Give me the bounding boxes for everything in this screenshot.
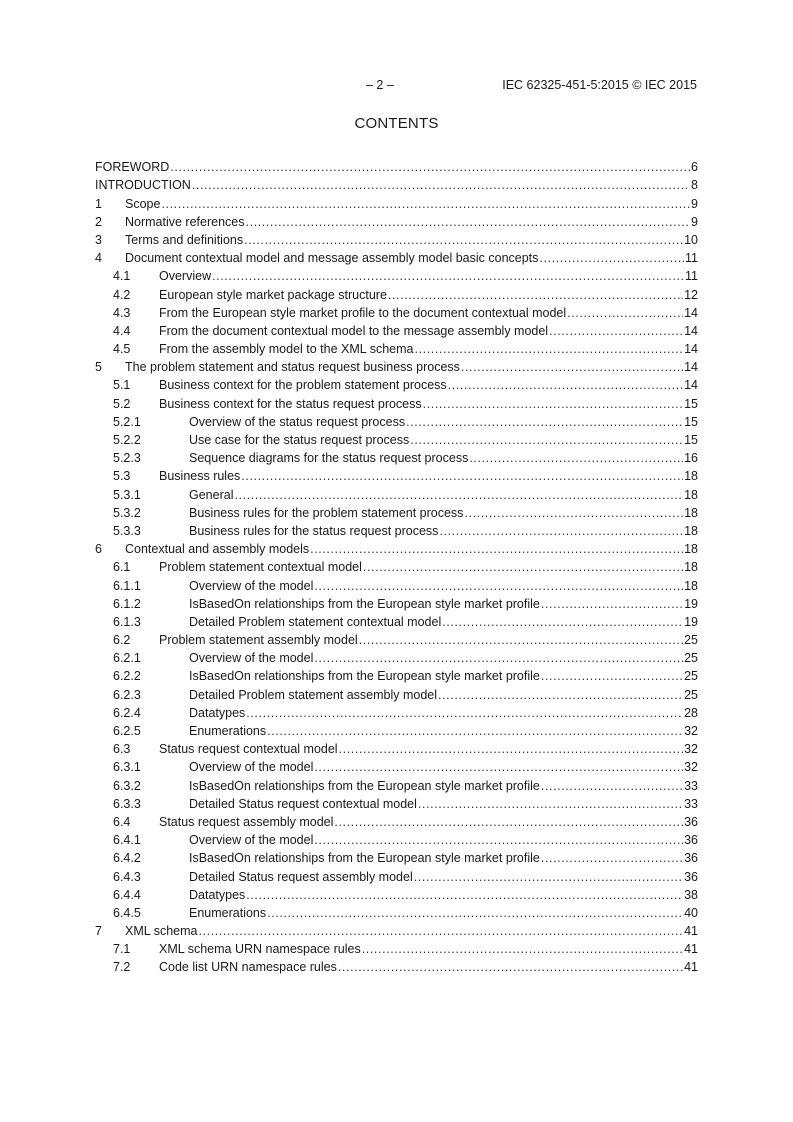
toc-entry-title: Detailed Problem statement contextual model [189, 614, 442, 629]
toc-entry-number: 6.3.2 [113, 778, 141, 793]
toc-entry[interactable] [95, 357, 698, 375]
toc-entry[interactable] [95, 412, 698, 430]
toc-entry-number: 5.1 [113, 378, 131, 393]
toc-entry-number: 5.3.1 [113, 487, 141, 502]
dot-leader [234, 488, 683, 503]
toc-entry-page: 40 [684, 905, 698, 920]
dot-leader [406, 415, 683, 430]
dot-leader [567, 306, 683, 321]
dot-leader [267, 724, 683, 739]
toc-entry-title: Overview of the model [189, 833, 314, 848]
dot-leader [244, 233, 683, 248]
toc-entry-page: 32 [684, 742, 698, 757]
toc-entry[interactable] [95, 575, 698, 593]
toc-entry-number: 5 [95, 360, 102, 375]
dot-leader [439, 524, 683, 539]
toc-entry-title: Overview of the model [189, 651, 314, 666]
toc-entry-page: 18 [684, 487, 698, 502]
toc-entry-page: 18 [684, 578, 698, 593]
toc-entry-number: 4.5 [113, 342, 131, 357]
toc-entry-page: 25 [684, 651, 698, 666]
toc-entry-title: Business rules for the status request process [189, 523, 439, 538]
toc-entry-page: 12 [684, 287, 698, 302]
toc-entry-page: 36 [684, 851, 698, 866]
dot-leader [241, 469, 683, 484]
toc-entry-number: 7 [95, 924, 102, 939]
toc-entry-number: 6.2.2 [113, 669, 141, 684]
toc-entry[interactable] [95, 939, 698, 957]
toc-entry-title: INTRODUCTION [95, 178, 191, 193]
toc-entry-page: 9 [691, 214, 698, 229]
toc-entry-number: 4 [95, 251, 102, 266]
toc-entry[interactable] [95, 630, 698, 648]
toc-entry-title: XML schema URN namespace rules [159, 942, 361, 957]
toc-entry[interactable] [95, 557, 698, 575]
toc-entry-page: 11 [685, 269, 698, 284]
toc-entry-number: 6.2.3 [113, 687, 141, 702]
dot-leader [541, 669, 683, 684]
toc-entry-number: 6.4.1 [113, 833, 141, 848]
toc-entry-number: 2 [95, 214, 102, 229]
toc-entry-page: 10 [684, 232, 698, 247]
toc-entry-page: 41 [684, 924, 698, 939]
dot-leader [461, 360, 683, 375]
dot-leader [448, 378, 683, 393]
toc-entry-number: 6.4.5 [113, 905, 141, 920]
toc-entry-title: Contextual and assembly models [125, 542, 310, 557]
toc-entry-page: 36 [684, 814, 698, 829]
dot-leader [541, 597, 683, 612]
toc-entry[interactable] [95, 830, 698, 848]
dot-leader [246, 706, 683, 721]
toc-entry[interactable] [95, 212, 698, 230]
toc-entry-page: 28 [684, 705, 698, 720]
toc-entry-page: 32 [684, 724, 698, 738]
toc-entry-title: The problem statement and status request business process [125, 360, 460, 375]
dot-leader [438, 688, 683, 703]
toc-entry[interactable] [95, 266, 698, 284]
dot-leader [246, 888, 683, 903]
toc-entry-title: FOREWORD [95, 160, 170, 175]
toc-entry-title: Detailed Status request assembly model [189, 869, 413, 884]
dot-leader [314, 579, 683, 594]
toc-entry[interactable] [95, 248, 698, 266]
dot-leader [246, 215, 691, 230]
toc-entry-number: 6.2 [113, 633, 131, 648]
toc-entry[interactable] [95, 430, 698, 448]
toc-entry-title: Overview of the status request process [189, 414, 406, 429]
toc-entry-page: 25 [684, 669, 698, 684]
dot-leader [539, 251, 684, 266]
toc-entry-title: Scope [125, 196, 161, 211]
toc-entry[interactable] [95, 703, 698, 721]
toc-entry-page: 15 [684, 396, 698, 411]
dot-leader [541, 851, 683, 866]
dot-leader [541, 779, 683, 794]
toc-entry-title: Sequence diagrams for the status request process [189, 451, 469, 466]
dot-leader [334, 815, 683, 830]
dot-leader [549, 324, 683, 339]
toc-entry-title: Business rules for the problem statement process [189, 505, 464, 520]
toc-entry-number: 6.1.2 [113, 596, 141, 611]
toc-entry-page: 8 [691, 178, 698, 193]
toc-entry-page: 18 [684, 542, 698, 557]
toc-entry-title: XML schema [125, 924, 198, 939]
toc-entry-title: From the European style market profile to the document contextual model [159, 305, 567, 320]
toc-entry[interactable] [95, 612, 698, 630]
toc-entry-number: 5.2.2 [113, 433, 141, 447]
toc-entry-number: 1 [95, 196, 102, 211]
dot-leader [338, 960, 683, 975]
toc-entry-title: General [189, 487, 234, 502]
toc-entry-title: Datatypes [189, 887, 246, 902]
toc-entry-page: 6 [691, 160, 698, 175]
toc-entry-title: Overview of the model [189, 760, 314, 775]
toc-entry-number: 6.4.2 [113, 851, 141, 866]
dot-leader [212, 269, 684, 284]
dot-leader [310, 542, 683, 557]
toc-entry-number: 6.2.4 [113, 705, 141, 720]
toc-entry-title: Business context for the status request process [159, 396, 422, 411]
document-reference: IEC 62325-451-5:2015 © IEC 2015 [502, 78, 697, 92]
toc-entry-title: IsBasedOn relationships from the European style market profile [189, 596, 540, 611]
toc-entry-page: 41 [684, 960, 698, 975]
toc-entry[interactable] [95, 339, 698, 357]
toc-entry[interactable] [95, 193, 698, 211]
toc-entry[interactable] [95, 721, 698, 739]
toc-entry-title: IsBasedOn relationships from the European style market profile [189, 669, 540, 684]
toc-entry-page: 25 [684, 687, 698, 702]
toc-entry-page: 14 [684, 305, 698, 320]
toc-entry-title: Business rules [159, 469, 241, 484]
toc-entry-number: 5.2 [113, 396, 131, 411]
dot-leader [415, 342, 684, 357]
toc-entry[interactable] [95, 157, 698, 175]
toc-entry-title: Normative references [125, 214, 245, 229]
page-number: – 2 – [366, 78, 394, 92]
toc-entry-title: Overview of the model [189, 578, 314, 593]
toc-entry[interactable] [95, 812, 698, 830]
toc-entry-title: From the document contextual model to the message assembly model [159, 323, 549, 338]
toc-entry-title: Datatypes [189, 705, 246, 720]
toc-entry-number: 7.2 [113, 960, 131, 975]
toc-entry-page: 25 [684, 633, 698, 648]
dot-leader [161, 197, 690, 212]
toc-entry-page: 14 [684, 378, 698, 393]
toc-entry-title: Use case for the status request process [189, 433, 410, 447]
dot-leader [388, 288, 683, 303]
dot-leader [423, 397, 683, 412]
toc-entry-title: Status request assembly model [159, 814, 334, 829]
toc-entry-title: Business context for the problem statement process [159, 378, 447, 393]
dot-leader [314, 760, 683, 775]
dot-leader [414, 870, 683, 885]
toc-entry-page: 19 [684, 596, 698, 611]
dot-leader [267, 906, 683, 921]
toc-entry-number: 4.3 [113, 305, 131, 320]
toc-entry[interactable] [95, 539, 698, 557]
toc-entry[interactable] [95, 648, 698, 666]
toc-entry[interactable] [95, 521, 698, 539]
toc-entry[interactable] [95, 393, 698, 411]
dot-leader [359, 633, 683, 648]
toc-entry-page: 18 [684, 523, 698, 538]
toc-entry[interactable] [95, 284, 698, 302]
toc-entry-number: 3 [95, 232, 102, 247]
toc-entry[interactable] [95, 775, 698, 793]
toc-entry-number: 5.2.3 [113, 451, 141, 466]
toc-entry-number: 4.4 [113, 323, 131, 338]
toc-entry-number: 6.4 [113, 814, 131, 829]
toc-entry-page: 33 [684, 796, 698, 811]
toc-entry-number: 6.2.5 [113, 724, 141, 738]
toc-entry-number: 5.3.2 [113, 505, 141, 520]
toc-entry[interactable] [95, 921, 698, 939]
dot-leader [198, 924, 683, 939]
toc-entry-title: Status request contextual model [159, 742, 338, 757]
toc-entry-title: Problem statement assembly model [159, 633, 358, 648]
toc-entry-number: 5.3.3 [113, 523, 141, 538]
dot-leader [314, 833, 683, 848]
toc-entry[interactable] [95, 375, 698, 393]
page-header [0, 78, 793, 94]
dot-leader [339, 742, 684, 757]
toc-entry-number: 6 [95, 542, 102, 557]
toc-entry-page: 33 [684, 778, 698, 793]
toc-entry[interactable] [95, 230, 698, 248]
toc-entry-number: 6.1 [113, 560, 131, 575]
toc-entry-title: European style market package structure [159, 287, 387, 302]
toc-entry-page: 32 [684, 760, 698, 775]
toc-entry-number: 5.2.1 [113, 414, 141, 429]
toc-entry-page: 38 [684, 887, 698, 902]
toc-entry-number: 6.1.1 [113, 578, 141, 593]
contents-title: CONTENTS [354, 115, 439, 132]
toc-entry-page: 19 [684, 614, 698, 629]
toc-entry[interactable] [95, 303, 698, 321]
dot-leader [464, 506, 683, 521]
toc-entry[interactable] [95, 903, 698, 921]
toc-entry[interactable] [95, 503, 698, 521]
toc-entry-page: 14 [684, 342, 698, 357]
toc-entry[interactable] [95, 321, 698, 339]
toc-entry-title: IsBasedOn relationships from the European style market profile [189, 778, 540, 793]
toc-entry-page: 15 [684, 414, 698, 429]
toc-entry-page: 15 [684, 433, 698, 447]
toc-entry[interactable] [95, 866, 698, 884]
toc-entry-title: Enumerations [189, 724, 267, 738]
dot-leader [192, 178, 690, 193]
toc-entry-page: 36 [684, 869, 698, 884]
toc-entry-page: 41 [684, 942, 698, 957]
dot-leader [410, 433, 683, 448]
dot-leader [469, 451, 683, 466]
table-of-contents [95, 157, 698, 975]
toc-entry-page: 18 [684, 505, 698, 520]
toc-entry-number: 5.3 [113, 469, 131, 484]
toc-entry-title: Problem statement contextual model [159, 560, 362, 575]
toc-entry-number: 7.1 [113, 942, 131, 957]
toc-entry-number: 4.1 [113, 269, 131, 284]
dot-leader [170, 160, 690, 175]
toc-entry-page: 14 [684, 323, 698, 338]
toc-entry[interactable] [95, 684, 698, 702]
toc-entry-title: Overview [159, 269, 212, 284]
toc-entry[interactable] [95, 448, 698, 466]
toc-entry[interactable] [95, 594, 698, 612]
toc-entry-number: 6.3 [113, 742, 131, 757]
dot-leader [363, 560, 683, 575]
toc-entry[interactable] [95, 739, 698, 757]
toc-entry[interactable] [95, 757, 698, 775]
dot-leader [442, 615, 683, 630]
toc-entry-number: 6.3.3 [113, 796, 141, 811]
toc-entry-title: From the assembly model to the XML schema [159, 342, 414, 357]
toc-entry-number: 6.4.3 [113, 869, 141, 884]
toc-entry-number: 6.3.1 [113, 760, 141, 775]
toc-entry-number: 4.2 [113, 287, 131, 302]
toc-entry-title: Detailed Status request contextual model [189, 796, 417, 811]
toc-entry-title: Enumerations [189, 905, 267, 920]
toc-entry[interactable] [95, 794, 698, 812]
toc-entry[interactable] [95, 175, 698, 193]
toc-entry-page: 18 [684, 560, 698, 575]
toc-entry[interactable] [95, 957, 698, 975]
toc-entry-title: Document contextual model and message assembly model basic concepts [125, 251, 539, 266]
toc-entry-page: 16 [684, 451, 698, 466]
toc-entry[interactable] [95, 484, 698, 502]
toc-entry-number: 6.1.3 [113, 614, 141, 629]
dot-leader [362, 942, 683, 957]
toc-entry[interactable] [95, 666, 698, 684]
toc-entry-page: 18 [684, 469, 698, 484]
toc-entry-title: IsBasedOn relationships from the European style market profile [189, 851, 540, 866]
dot-leader [314, 651, 683, 666]
toc-entry-page: 9 [691, 196, 698, 211]
toc-entry-title: Terms and definitions [125, 232, 244, 247]
toc-entry-page: 36 [684, 833, 698, 848]
toc-entry[interactable] [95, 885, 698, 903]
toc-entry[interactable] [95, 466, 698, 484]
dot-leader [418, 797, 683, 812]
toc-entry-number: 6.2.1 [113, 651, 141, 666]
toc-entry-title: Detailed Problem statement assembly model [189, 687, 438, 702]
toc-entry[interactable] [95, 848, 698, 866]
toc-entry-page: 11 [685, 251, 698, 266]
toc-entry-number: 6.4.4 [113, 887, 141, 902]
toc-entry-page: 14 [684, 360, 698, 375]
toc-entry-title: Code list URN namespace rules [159, 960, 337, 975]
